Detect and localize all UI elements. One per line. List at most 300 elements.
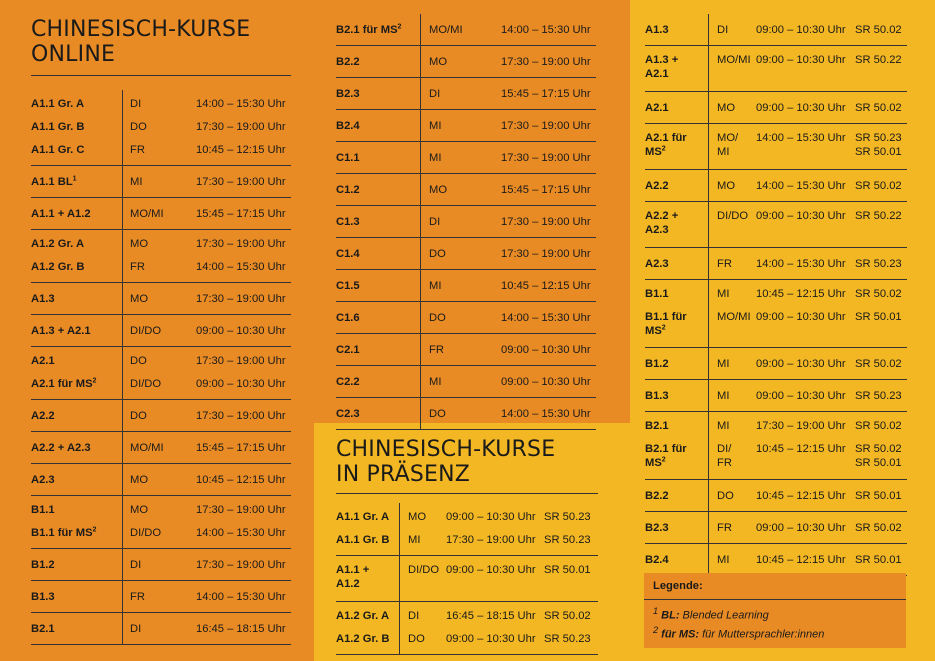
course-time: 17:30 – 19:00 Uhr xyxy=(501,152,591,164)
course-group xyxy=(31,549,291,581)
course-name: B1.3 xyxy=(645,390,669,402)
course-name: A2.1 für $MS^2$ xyxy=(31,377,97,390)
course-day: MO/MI xyxy=(717,54,751,66)
course-room: SR 50.23 xyxy=(855,258,902,270)
table-row xyxy=(645,23,907,37)
course-name: A1.2 Gr. A xyxy=(336,610,390,622)
course-name: A1.3 xyxy=(645,24,669,36)
course-day: MO xyxy=(429,184,448,196)
table-row xyxy=(336,563,598,590)
course-day: MI xyxy=(717,420,730,432)
course-group xyxy=(645,170,907,202)
course-group xyxy=(31,496,291,549)
course-day: MI xyxy=(717,390,730,402)
table-row xyxy=(31,409,291,423)
course-day: MO xyxy=(429,56,448,68)
table-row xyxy=(31,354,291,368)
table-row xyxy=(31,260,291,274)
course-day: MI xyxy=(717,358,730,370)
course-day: MO/ MI xyxy=(717,132,739,158)
course-time: 09:00 – 10:30 Uhr xyxy=(501,344,591,356)
course-name: B2.3 xyxy=(336,88,360,100)
course-name: B1.2 xyxy=(31,559,55,571)
course-name: A2.1 xyxy=(645,102,669,114)
table-row xyxy=(336,632,598,646)
legend-title: Legende: xyxy=(653,580,703,592)
course-day: FR xyxy=(717,258,732,270)
online-title-line1: CHINESISCH-KURSE xyxy=(31,17,251,42)
course-group xyxy=(645,280,907,348)
footnote-marker: 2 xyxy=(661,456,666,464)
course-name: A1.3 + A2.1 xyxy=(31,325,91,337)
course-day: MO xyxy=(408,511,427,523)
course-name: B2.4 xyxy=(645,554,669,566)
course-day: DI xyxy=(717,24,729,36)
footnote-marker: 1 xyxy=(72,175,77,183)
course-time: 09:00 – 10:30 Uhr xyxy=(446,633,536,645)
course-name: A2.2 xyxy=(31,410,55,422)
course-group xyxy=(645,512,907,544)
table-row xyxy=(645,442,907,469)
course-group xyxy=(645,14,907,46)
course-group xyxy=(336,14,596,46)
course-room: SR 50.02 xyxy=(855,420,902,432)
course-room: SR 50.02 SR 50.01 xyxy=(855,443,902,469)
table-row xyxy=(31,207,291,221)
course-name: A2.2 xyxy=(645,180,669,192)
online-title-line2: ONLINE xyxy=(31,42,116,67)
course-group xyxy=(336,366,596,398)
course-group xyxy=(645,124,907,170)
course-name: A1.3 + A2.1 xyxy=(645,54,679,80)
table-row xyxy=(336,119,596,133)
table-row xyxy=(31,377,291,391)
table-row xyxy=(31,143,291,157)
course-group xyxy=(336,503,598,556)
course-time: 14:00 – 15:30 Uhr xyxy=(196,98,286,110)
table-row xyxy=(336,510,598,524)
course-time: 17:30 – 19:00 Uhr xyxy=(196,293,286,305)
table-row xyxy=(336,247,596,261)
online-schedule-col2 xyxy=(336,14,596,430)
course-group xyxy=(31,432,291,464)
course-time: 14:00 – 15:30 Uhr xyxy=(196,527,286,539)
course-time: 09:00 – 10:30 Uhr xyxy=(756,54,846,66)
course-name: B2.1 xyxy=(31,623,55,635)
course-time: 10:45 – 12:15 Uhr xyxy=(756,554,846,566)
course-group xyxy=(31,347,291,400)
footnote-marker: 2 xyxy=(397,23,402,31)
footnote-marker: 2 xyxy=(92,377,97,385)
course-time: 09:00 – 10:30 Uhr xyxy=(196,325,286,337)
course-group xyxy=(336,238,596,270)
table-row xyxy=(645,131,907,158)
course-group xyxy=(645,544,907,576)
course-group xyxy=(645,248,907,280)
course-group xyxy=(31,464,291,496)
course-name: B2.3 xyxy=(645,522,669,534)
table-row xyxy=(31,503,291,517)
course-day: DO xyxy=(130,121,147,133)
table-row xyxy=(31,441,291,455)
course-time: 10:45 – 12:15 Uhr xyxy=(196,474,286,486)
course-group xyxy=(645,46,907,92)
table-row xyxy=(336,407,596,421)
table-row xyxy=(336,87,596,101)
course-day: MO xyxy=(717,180,736,192)
course-name: A1.1 Gr. A xyxy=(336,511,390,523)
course-name: C1.3 xyxy=(336,216,360,228)
footnote-marker: 2 xyxy=(661,145,666,153)
course-day: DO xyxy=(717,490,734,502)
course-time: 17:30 – 19:00 Uhr xyxy=(196,238,286,250)
table-row xyxy=(31,237,291,251)
table-row xyxy=(31,120,291,134)
course-group xyxy=(31,283,291,315)
table-row xyxy=(645,553,907,567)
course-day: MO/MI xyxy=(130,208,164,220)
course-name: C2.2 xyxy=(336,376,360,388)
course-time: 15:45 – 17:15 Uhr xyxy=(501,184,591,196)
course-name: C2.1 xyxy=(336,344,360,356)
course-group xyxy=(31,400,291,432)
course-time: 16:45 – 18:15 Uhr xyxy=(196,623,286,635)
course-day: DI/DO xyxy=(717,210,749,222)
course-name: A2.1 für $MS^2$ xyxy=(645,132,687,158)
course-time: 09:00 – 10:30 Uhr xyxy=(196,378,286,390)
course-time: 17:30 – 19:00 Uhr xyxy=(196,410,286,422)
course-name: A2.3 xyxy=(645,258,669,270)
course-time: 09:00 – 10:30 Uhr xyxy=(756,210,846,222)
course-time: 09:00 – 10:30 Uhr xyxy=(501,376,591,388)
course-day: MI xyxy=(429,120,442,132)
course-room: SR 50.22 xyxy=(855,54,902,66)
course-name: C1.4 xyxy=(336,248,360,260)
course-name: B1.1 für $MS^2$ xyxy=(645,311,687,337)
course-group xyxy=(645,202,907,248)
course-group xyxy=(645,92,907,124)
course-name: C2.3 xyxy=(336,408,360,420)
course-group xyxy=(336,110,596,142)
legend-divider xyxy=(644,599,906,600)
course-name: A1.3 xyxy=(31,293,55,305)
course-group xyxy=(31,198,291,230)
course-time: 14:00 – 15:30 Uhr xyxy=(196,261,286,273)
legend-item: $^1$ BL: Blended Learning xyxy=(653,606,769,622)
table-row xyxy=(31,526,291,540)
course-room: SR 50.02 xyxy=(855,358,902,370)
table-row xyxy=(336,279,596,293)
course-name: A2.2 + A2.3 xyxy=(31,442,91,454)
table-row xyxy=(645,357,907,371)
course-name: C1.5 xyxy=(336,280,360,292)
course-time: 17:30 – 19:00 Uhr xyxy=(756,420,846,432)
course-group xyxy=(31,315,291,347)
table-row xyxy=(336,215,596,229)
course-room: SR 50.02 xyxy=(544,610,591,622)
course-day: MO/MI xyxy=(429,24,463,36)
course-name: A1.2 Gr. B xyxy=(31,261,85,273)
course-day: MI xyxy=(717,554,730,566)
table-row xyxy=(645,489,907,503)
course-name: A1.1 Gr. A xyxy=(31,98,85,110)
online-title xyxy=(31,17,250,67)
course-day: MI xyxy=(429,280,442,292)
course-day: MI xyxy=(717,288,730,300)
course-room: SR 50.01 xyxy=(855,311,902,323)
course-room: SR 50.23 xyxy=(855,390,902,402)
course-name: B2.4 xyxy=(336,120,360,132)
course-name: A2.2 + A2.3 xyxy=(645,210,679,236)
table-row xyxy=(645,310,907,337)
course-day: DI/DO xyxy=(408,564,440,576)
course-day: FR xyxy=(717,522,732,534)
table-row xyxy=(645,257,907,271)
course-name: C1.6 xyxy=(336,312,360,324)
course-time: 15:45 – 17:15 Uhr xyxy=(196,208,286,220)
course-day: DO xyxy=(408,633,425,645)
course-time: 17:30 – 19:00 Uhr xyxy=(446,534,536,546)
course-time: 09:00 – 10:30 Uhr xyxy=(756,102,846,114)
course-day: MI xyxy=(130,176,143,188)
course-time: 15:45 – 17:15 Uhr xyxy=(501,88,591,100)
table-row xyxy=(645,287,907,301)
course-time: 17:30 – 19:00 Uhr xyxy=(196,559,286,571)
table-row xyxy=(336,311,596,325)
course-group xyxy=(336,270,596,302)
course-day: DI xyxy=(130,98,142,110)
course-time: 09:00 – 10:30 Uhr xyxy=(446,511,536,523)
course-name: B2.1 xyxy=(645,420,669,432)
course-time: 15:45 – 17:15 Uhr xyxy=(196,442,286,454)
course-day: MO xyxy=(130,474,149,486)
course-time: 09:00 – 10:30 Uhr xyxy=(756,522,846,534)
table-row xyxy=(336,609,598,623)
praesenz-title-line2: IN PRÄSENZ xyxy=(336,462,471,487)
course-day: DO xyxy=(429,312,446,324)
course-day: FR xyxy=(130,144,145,156)
praesenz-title-line1: CHINESISCH-KURSE xyxy=(336,437,556,462)
course-group xyxy=(336,206,596,238)
course-name: A1.2 Gr. A xyxy=(31,238,85,250)
table-row xyxy=(645,209,907,236)
table-row xyxy=(336,23,596,37)
course-group xyxy=(336,142,596,174)
course-room: SR 50.23 SR 50.01 xyxy=(855,132,902,158)
course-group xyxy=(336,302,596,334)
course-time: 16:45 – 18:15 Uhr xyxy=(446,610,536,622)
course-room: SR 50.02 xyxy=(855,522,902,534)
table-row xyxy=(336,343,596,357)
course-time: 10:45 – 12:15 Uhr xyxy=(196,144,286,156)
course-room: SR 50.23 xyxy=(544,633,591,645)
course-time: 17:30 – 19:00 Uhr xyxy=(196,121,286,133)
course-day: FR xyxy=(429,344,444,356)
course-day: DI xyxy=(429,88,441,100)
table-row xyxy=(31,473,291,487)
course-name: A2.3 xyxy=(31,474,55,486)
course-room: SR 50.02 xyxy=(855,288,902,300)
course-group xyxy=(645,380,907,412)
table-row xyxy=(336,375,596,389)
course-time: 14:00 – 15:30 Uhr xyxy=(501,312,591,324)
table-row xyxy=(645,179,907,193)
course-day: DO xyxy=(429,408,446,420)
legend-box xyxy=(644,573,906,648)
praesenz-title xyxy=(336,437,555,487)
footnote-marker: 2 xyxy=(92,526,97,534)
course-group xyxy=(31,613,291,645)
course-day: MO xyxy=(130,293,149,305)
course-room: SR 50.22 xyxy=(855,210,902,222)
course-name: B2.1 für $MS^2$ xyxy=(645,443,687,469)
course-day: MI xyxy=(408,534,421,546)
course-time: 17:30 – 19:00 Uhr xyxy=(196,355,286,367)
course-time: 17:30 – 19:00 Uhr xyxy=(501,120,591,132)
table-row xyxy=(645,521,907,535)
course-time: 14:00 – 15:30 Uhr xyxy=(501,24,591,36)
course-time: 17:30 – 19:00 Uhr xyxy=(501,216,591,228)
course-name: A1.1 Gr. C xyxy=(31,144,85,156)
table-row xyxy=(645,101,907,115)
course-group xyxy=(31,90,291,166)
praesenz-schedule-col2 xyxy=(645,14,907,576)
course-time: 09:00 – 10:30 Uhr xyxy=(756,390,846,402)
course-day: DI xyxy=(130,623,142,635)
course-room: SR 50.02 xyxy=(855,102,902,114)
course-name: A1.1 Gr. B xyxy=(31,121,85,133)
course-time: 17:30 – 19:00 Uhr xyxy=(501,248,591,260)
course-time: 17:30 – 19:00 Uhr xyxy=(196,176,286,188)
course-day: FR xyxy=(130,591,145,603)
course-time: 09:00 – 10:30 Uhr xyxy=(756,358,846,370)
table-row xyxy=(645,389,907,403)
course-name: B1.1 xyxy=(31,504,55,516)
course-day: MO/MI xyxy=(717,311,751,323)
course-name: B2.2 xyxy=(336,56,360,68)
course-name: B2.1 für $MS^2$ xyxy=(336,23,402,36)
praesenz-schedule-col1 xyxy=(336,503,598,655)
course-name: A1.1 + A1.2 xyxy=(336,564,370,590)
course-group xyxy=(336,556,598,602)
course-group xyxy=(336,174,596,206)
table-row xyxy=(336,55,596,69)
table-row xyxy=(31,622,291,636)
course-time: 14:00 – 15:30 Uhr xyxy=(756,132,846,144)
course-day: MO/MI xyxy=(130,442,164,454)
course-day: DI/ FR xyxy=(717,443,732,469)
course-time: 09:00 – 10:30 Uhr xyxy=(756,311,846,323)
course-day: DO xyxy=(130,410,147,422)
course-day: DI xyxy=(130,559,142,571)
course-time: 14:00 – 15:30 Uhr xyxy=(501,408,591,420)
course-time: 10:45 – 12:15 Uhr xyxy=(756,443,846,455)
course-day: DI xyxy=(429,216,441,228)
course-day: MI xyxy=(429,376,442,388)
course-name: B1.2 xyxy=(645,358,669,370)
course-time: 14:00 – 15:30 Uhr xyxy=(756,258,846,270)
table-row xyxy=(31,324,291,338)
table-row xyxy=(645,53,907,80)
course-group xyxy=(336,398,596,430)
course-room: SR 50.23 xyxy=(544,511,591,523)
course-group xyxy=(645,348,907,380)
course-time: 14:00 – 15:30 Uhr xyxy=(756,180,846,192)
course-time: 10:45 – 12:15 Uhr xyxy=(756,288,846,300)
table-row xyxy=(336,533,598,547)
course-name: C1.1 xyxy=(336,152,360,164)
course-group xyxy=(645,412,907,480)
course-time: 09:00 – 10:30 Uhr xyxy=(446,564,536,576)
praesenz-title-divider xyxy=(336,493,598,494)
course-room: SR 50.02 xyxy=(855,24,902,36)
course-day: DI xyxy=(408,610,420,622)
course-day: MO xyxy=(130,238,149,250)
course-name: A1.1 + A1.2 xyxy=(31,208,91,220)
course-group xyxy=(645,480,907,512)
course-day: MO xyxy=(717,102,736,114)
course-day: MO xyxy=(130,504,149,516)
course-day: FR xyxy=(130,261,145,273)
legend-item: $^2$ für MS: für Muttersprachler:innen xyxy=(653,625,825,641)
course-time: 10:45 – 12:15 Uhr xyxy=(756,490,846,502)
course-name: B2.2 xyxy=(645,490,669,502)
footnote-marker: 2 xyxy=(661,324,666,332)
course-room: SR 50.02 xyxy=(855,180,902,192)
course-name: A1.1 Gr. B xyxy=(336,534,390,546)
online-schedule-col1 xyxy=(31,90,291,645)
course-time: 17:30 – 19:00 Uhr xyxy=(196,504,286,516)
course-day: DI/DO xyxy=(130,325,162,337)
course-room: SR 50.23 xyxy=(544,534,591,546)
course-time: 09:00 – 10:30 Uhr xyxy=(756,24,846,36)
course-group xyxy=(31,230,291,283)
course-room: SR 50.01 xyxy=(544,564,591,576)
course-group xyxy=(336,46,596,78)
course-day: DI/DO xyxy=(130,527,162,539)
table-row xyxy=(645,419,907,433)
course-group xyxy=(31,581,291,613)
course-name: C1.2 xyxy=(336,184,360,196)
online-title-divider xyxy=(31,75,291,76)
table-row xyxy=(336,183,596,197)
course-group xyxy=(336,78,596,110)
course-day: DO xyxy=(429,248,446,260)
table-row xyxy=(31,558,291,572)
course-time: 14:00 – 15:30 Uhr xyxy=(196,591,286,603)
course-name: A1.2 Gr. B xyxy=(336,633,390,645)
course-group xyxy=(336,602,598,655)
course-day: MI xyxy=(429,152,442,164)
course-name: B1.3 xyxy=(31,591,55,603)
course-day: DO xyxy=(130,355,147,367)
table-row xyxy=(31,97,291,111)
course-day: DI/DO xyxy=(130,378,162,390)
course-name: B1.1 für $MS^2$ xyxy=(31,526,97,539)
course-name: B1.1 xyxy=(645,288,669,300)
table-row xyxy=(336,151,596,165)
table-row xyxy=(31,590,291,604)
course-group xyxy=(336,334,596,366)
course-group xyxy=(31,166,291,198)
course-room: SR 50.01 xyxy=(855,490,902,502)
table-row xyxy=(31,292,291,306)
table-row xyxy=(31,175,291,189)
course-room: SR 50.01 xyxy=(855,554,902,566)
course-time: 10:45 – 12:15 Uhr xyxy=(501,280,591,292)
course-time: 17:30 – 19:00 Uhr xyxy=(501,56,591,68)
course-name: A2.1 xyxy=(31,355,55,367)
